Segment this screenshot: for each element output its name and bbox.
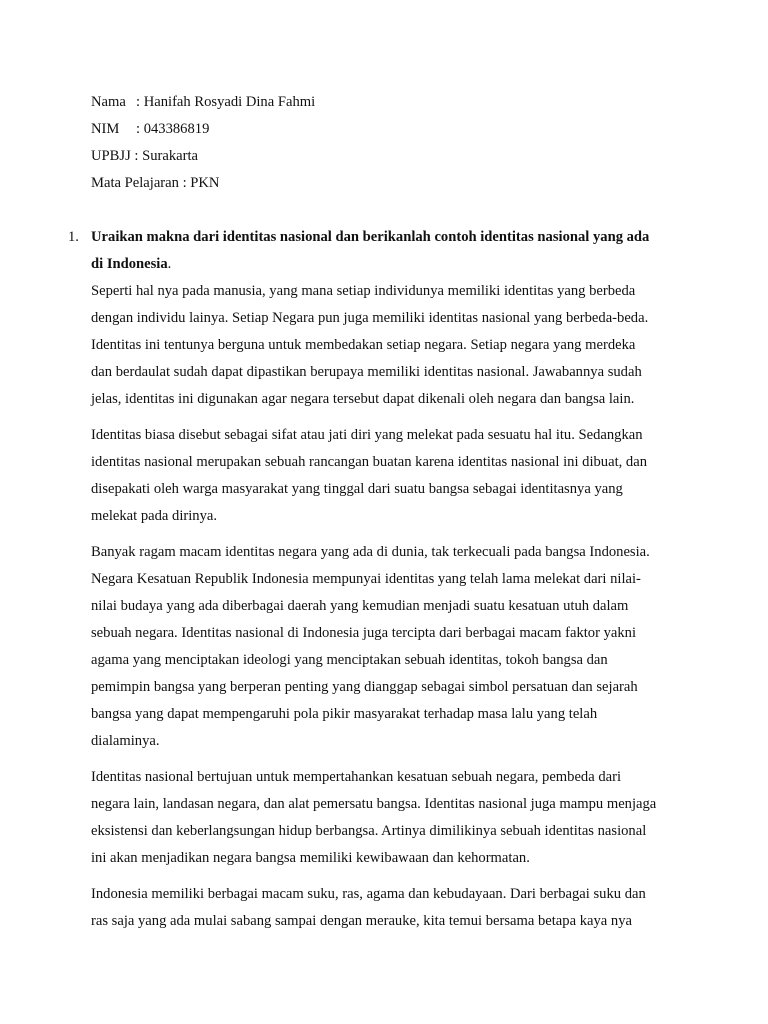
nim-label: NIM xyxy=(91,121,120,137)
paragraph-line: Negara Kesatuan Republik Indonesia mempunyai identitas yang telah lama melekat dari nilai- xyxy=(91,571,641,587)
paragraph-line: melekat pada dirinya. xyxy=(91,508,218,524)
paragraph-line: Identitas biasa disebut sebagai sifat atau jati diri yang melekat pada sesuatu hal itu. Sedangkan xyxy=(91,427,643,443)
question-text xyxy=(91,224,688,278)
paragraph-line: ini akan menjadikan negara bangsa memiliki kewibawaan dan kehormatan. xyxy=(91,850,530,866)
paragraph-line: bangsa yang dapat mempengaruhi pola pikir masyarakat terhadap masa lalu yang telah xyxy=(91,706,598,722)
paragraph-line: Banyak ragam macam identitas negara yang ada di dunia, tak terkecuali pada bangsa Indonesia. xyxy=(91,544,650,560)
subject-line: Mata Pelajaran : PKN xyxy=(91,175,220,191)
paragraph-line: sebuah negara. Identitas nasional di Indonesia juga tercipta dari berbagai macam faktor yakni xyxy=(91,625,637,641)
paragraph-line: pemimpin bangsa yang berperan penting yang dianggap sebagai simbol persatuan dan sejarah xyxy=(91,679,638,695)
question-text-period: . xyxy=(167,256,172,272)
answer-paragraph xyxy=(91,278,688,413)
paragraph-line: dengan individu lainya. Setiap Negara pun juga memiliki identitas nasional yang berbeda-beda. xyxy=(91,310,649,326)
paragraph-line: Indonesia memiliki berbagai macam suku, ras, agama dan kebudayaan. Dari berbagai suku dan xyxy=(91,886,646,902)
paragraph-line: identitas nasional merupakan sebuah rancangan buatan karena identitas nasional ini dibuat, dan xyxy=(91,454,647,470)
answer-paragraph xyxy=(91,764,688,872)
nim-line xyxy=(91,117,315,144)
student-info xyxy=(91,90,315,198)
paragraph-line: dialaminya. xyxy=(91,733,160,749)
nim-value: : 043386819 xyxy=(136,121,210,137)
paragraph-line: agama yang menciptakan ideologi yang menciptakan sebuah identitas, tokoh bangsa dan xyxy=(91,652,608,668)
paragraph-line: nilai budaya yang ada diberbagai daerah yang kemudian menjadi suatu kesatuan utuh dalam xyxy=(91,598,629,614)
question-1 xyxy=(68,224,688,944)
name-line xyxy=(91,90,315,117)
paragraph-line: Identitas nasional bertujuan untuk mempertahankan kesatuan sebuah negara, pembeda dari xyxy=(91,769,622,785)
paragraph-line: eksistensi dan keberlangsungan hidup berbangsa. Artinya dimilikinya sebuah identitas nasional xyxy=(91,823,647,839)
upbjj-line: UPBJJ : Surakarta xyxy=(91,148,199,164)
paragraph-line: dan berdaulat sudah dapat dipastikan berupaya memiliki identitas nasional. Jawabannya sudah xyxy=(91,364,642,380)
question-text-line-1: Uraikan makna dari identitas nasional dan berikanlah contoh identitas nasional yang ada xyxy=(91,229,650,245)
paragraph-line: negara lain, landasan negara, dan alat pemersatu bangsa. Identitas nasional juga mampu menjaga xyxy=(91,796,657,812)
paragraph-line: jelas, identitas ini digunakan agar negara tersebut dapat dikenali oleh negara dan bangsa lain. xyxy=(91,391,635,407)
answer-paragraph xyxy=(91,422,688,530)
answer-paragraph xyxy=(91,539,688,755)
paragraph-line: Identitas ini tentunya berguna untuk membedakan setiap negara. Setiap negara yang merdeka xyxy=(91,337,636,353)
paragraph-line: ras saja yang ada mulai sabang sampai dengan merauke, kita temui bersama betapa kaya nya xyxy=(91,913,632,929)
question-text-line-2: di Indonesia xyxy=(91,256,168,272)
paragraph-line: Seperti hal nya pada manusia, yang mana setiap individunya memiliki identitas yang berbeda xyxy=(91,283,636,299)
name-label: Nama xyxy=(91,94,126,110)
paragraph-line: disepakati oleh warga masyarakat yang tinggal dari suatu bangsa sebagai identitasnya yang xyxy=(91,481,623,497)
name-value: : Hanifah Rosyadi Dina Fahmi xyxy=(136,94,316,110)
answer-body xyxy=(91,278,688,935)
question-number: 1. xyxy=(68,229,79,245)
answer-paragraph xyxy=(91,881,688,935)
